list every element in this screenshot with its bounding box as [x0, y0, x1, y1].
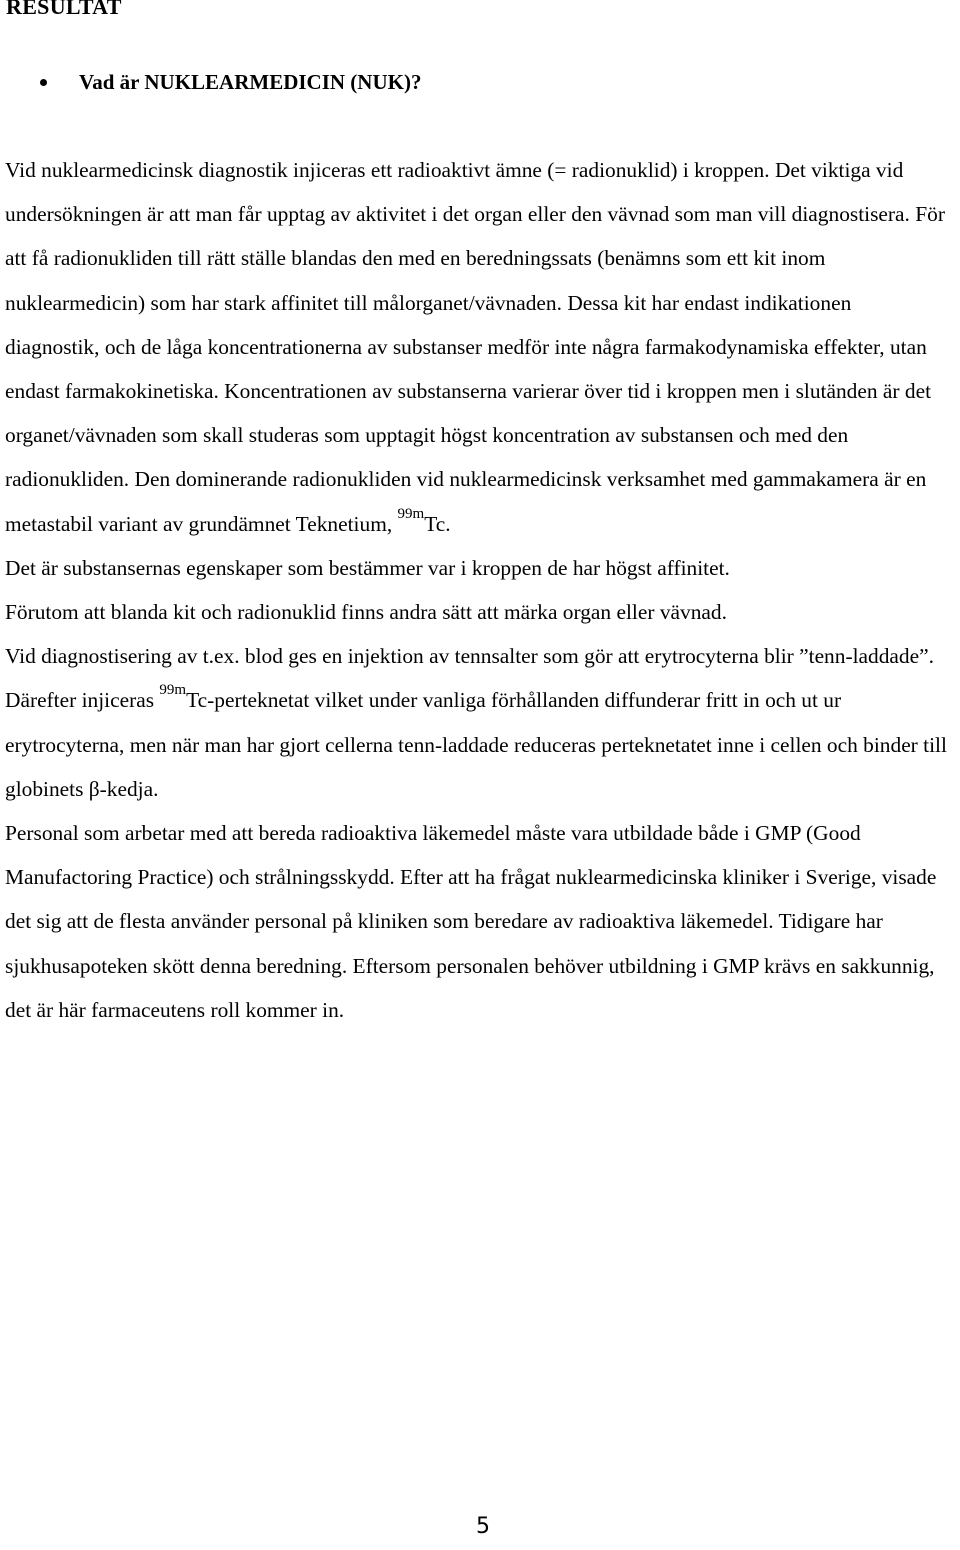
bullet-item — [40, 70, 421, 95]
isotope-superscript: 99m — [397, 505, 425, 522]
section-heading: RESULTAT — [6, 0, 122, 19]
bullet-text: Vad är NUKLEARMEDICIN (NUK)? — [79, 70, 422, 94]
bullet-dot-icon — [40, 79, 47, 86]
paragraph-3: Förutom att blanda kit och radionuklid finns andra sätt att märka organ eller vävnad. — [5, 600, 727, 625]
paragraph-1-text-end: Tc. — [424, 511, 451, 536]
paragraph-4-text-end: Tc-perteknetat vilket under vanliga förhållanden diffunderar fritt in och ut ur erytrocyterna, men när man har gjort cellerna tenn-laddade reduceras perteknetatet inne i cellen och binder till globinets β-kedja. — [5, 688, 947, 801]
paragraph-4 — [5, 634, 951, 811]
paragraph-1-text: Vid nuklearmedicinsk diagnostik injiceras ett radioaktivt ämne (= radionuklid) i kroppen. Det viktiga vid undersökningen är att man får upptag av aktivitet i det organ eller den vävnad som man vill diagnostisera. För att få radionukliden till rätt ställe blandas den med en beredningssats (benämns som ett kit inom nuklearmedicin) som har stark affinitet till målorganet/vävnaden. Dessa kit har endast indikationen diagnostik, och de låga koncentrationerna av substanser medför inte några farmakodynamiska effekter, utan endast farmakokinetiska. Koncentrationen av substanserna varierar över tid i kroppen men i slutänden är det organet/vävnaden som skall studeras som upptagit högst koncentration av substansen och med den radionukliden. Den dominerande radionukliden vid nuklearmedicinsk verksamhet med gammakamera är en metastabil variant av grundämnet Teknetium, — [5, 158, 945, 536]
paragraph-1 — [5, 148, 951, 546]
body-text — [5, 148, 951, 1032]
paragraph-5: Personal som arbetar med att bereda radioaktiva läkemedel måste vara utbildade både i GMP (Good Manufactoring Practice) och strålningsskydd. Efter att ha frågat nuklearmedicinska kliniker i Sverige, visade det sig att de flesta använder personal på kliniken som beredare av radioaktiva läkemedel. Tidigare har sjukhusapoteken skött denna beredning. Eftersom personalen behöver utbildning i GMP krävs en sakkunnig, det är här farmaceutens roll kommer in. — [5, 821, 937, 1022]
paragraph-4-text: Vid diagnostisering av t.ex. blod ges en injektion av tennsalter som gör att erytrocyterna blir ”tenn-laddade”. Därefter injiceras — [5, 644, 934, 713]
paragraph-2: Det är substansernas egenskaper som bestämmer var i kroppen de har högst affinitet. — [5, 555, 730, 580]
page-number: 5 — [476, 1514, 490, 1539]
isotope-superscript: 99m — [159, 682, 187, 699]
